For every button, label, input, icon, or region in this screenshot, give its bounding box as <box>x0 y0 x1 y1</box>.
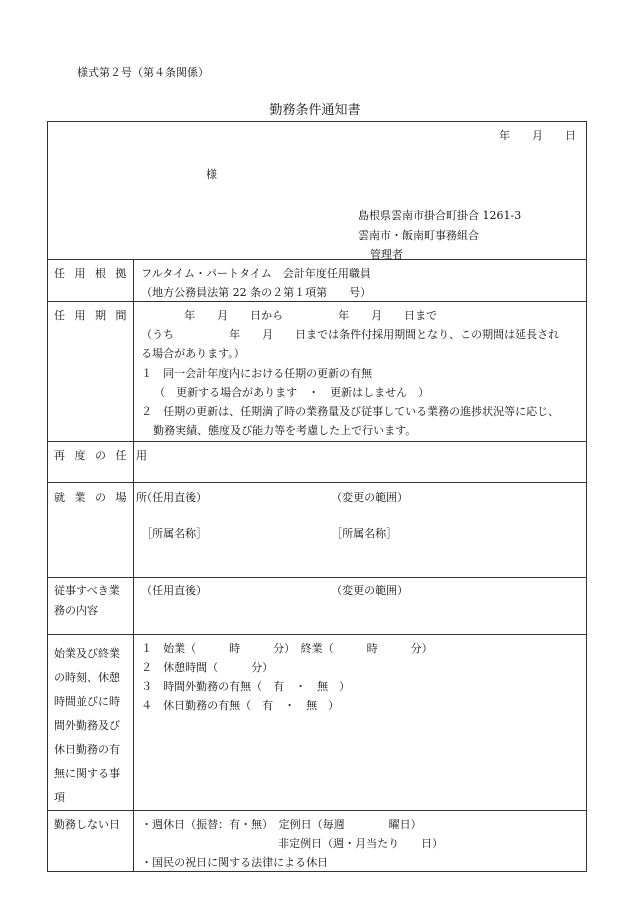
period-label-cell <box>48 302 134 442</box>
period-value-cell <box>134 302 587 442</box>
reappointment-label-cell <box>48 442 150 483</box>
date-line: 年 月 日 <box>499 129 576 142</box>
hours-line2: ２ 休憩時間（ 分） <box>141 661 274 674</box>
days-off-line1: ・週休日（振替：有・無） 定例日（毎週 曜日） <box>141 818 422 831</box>
days-off-row <box>48 811 587 872</box>
period-line3: る場合があります。） <box>141 347 245 360</box>
document-title: 勤務条件通知書 <box>269 103 361 118</box>
hours-label-line: の時刻、休憩 <box>54 671 120 684</box>
org-name: 雲南市・飯南町事務組合 <box>358 229 479 242</box>
period-line4: １ 同一会計年度内における任期の更新の有無 <box>141 367 373 380</box>
period-line2: （うち 年 月 日までは条件付採用期間となり、この期間は延長され <box>141 328 560 341</box>
org-address: 島根県雲南市掛合町掛合 1261-3 <box>358 209 522 222</box>
workplace-dept1: ［所属名称］ <box>141 527 208 540</box>
form-number: 様式第２号（第４条関係） <box>77 66 209 79</box>
workplace-label: 就 業 の 場 所 <box>54 491 150 504</box>
duties-row <box>48 578 587 635</box>
days-off-label: 勤務しない日 <box>54 818 120 831</box>
workplace-row <box>48 483 587 578</box>
hours-value-cell <box>134 635 587 811</box>
duties-label-line2: 務の内容 <box>54 604 98 617</box>
hours-label-cell <box>48 635 134 811</box>
duties-label-cell <box>48 578 134 635</box>
days-off-value-cell <box>134 811 587 872</box>
workplace-immediate: （任用直後） <box>141 491 208 504</box>
hours-row <box>48 635 587 811</box>
hours-label-line: 間外勤務及び <box>54 719 120 732</box>
basis-line1: フルタイム・パートタイム 会計年度任用職員 <box>141 267 371 280</box>
basis-row <box>48 260 587 302</box>
hours-label-line: 始業及び終業 <box>54 647 120 660</box>
duties-change-range: （変更の範囲） <box>331 584 409 597</box>
period-line5: （ 更新する場合があります ・ 更新はしません ） <box>154 386 430 399</box>
workplace-change-range: （変更の範囲） <box>331 491 409 504</box>
reappointment-row <box>48 442 587 483</box>
period-row <box>48 302 587 442</box>
reappointment-label: 再 度 の 任 用 <box>54 449 150 462</box>
basis-value-cell <box>134 260 587 302</box>
header-cell <box>48 122 587 260</box>
days-off-label-cell <box>48 811 134 872</box>
days-off-line2: 非定例日（週・月当たり 日） <box>278 837 444 850</box>
period-line7: 勤務実績、態度及び能力等を考慮した上で行います。 <box>153 424 417 437</box>
basis-label-cell <box>48 260 134 302</box>
period-line1: 年 月 日から 年 月 日まで <box>184 309 438 322</box>
basis-label: 任 用 根 拠 <box>54 267 130 280</box>
header-row <box>48 122 587 260</box>
duties-label-line1: 従事すべき業 <box>54 584 120 597</box>
employment-conditions-table <box>47 121 587 872</box>
reappointment-value-cell[interactable] <box>134 442 587 483</box>
hours-label-line: 時間並びに時 <box>54 695 120 708</box>
hours-label-line: 無に関する事 <box>54 767 120 780</box>
workplace-value-cell <box>134 483 587 578</box>
basis-line2: （地方公務員法第 22 条の２第１項第 号） <box>141 286 372 299</box>
duties-value-cell <box>134 578 587 635</box>
hours-line3: ３ 時間外勤務の有無（ 有 ・ 無 ） <box>141 680 351 693</box>
period-label: 任 用 期 間 <box>54 309 130 322</box>
workplace-label-cell <box>48 483 150 578</box>
manager-title: 管理者 <box>370 248 403 261</box>
hours-label-line: 休日勤務の有 <box>54 743 120 756</box>
hours-line1: １ 始業（ 時 分） 終業（ 時 分） <box>141 642 433 655</box>
duties-immediate: （任用直後） <box>141 584 208 597</box>
days-off-line3: ・国民の祝日に関する法律による休日 <box>141 856 329 869</box>
hours-label <box>48 635 133 810</box>
addressee: 様 <box>206 168 217 181</box>
workplace-dept2: ［所属名称］ <box>331 527 398 540</box>
hours-line4: ４ 休日勤務の有無（ 有 ・ 無 ） <box>141 699 340 712</box>
hours-label-line: 項 <box>54 791 65 804</box>
period-line6: ２ 任期の更新は、任期満了時の業務量及び従事している業務の進捗状況等に応じ、 <box>141 405 560 418</box>
